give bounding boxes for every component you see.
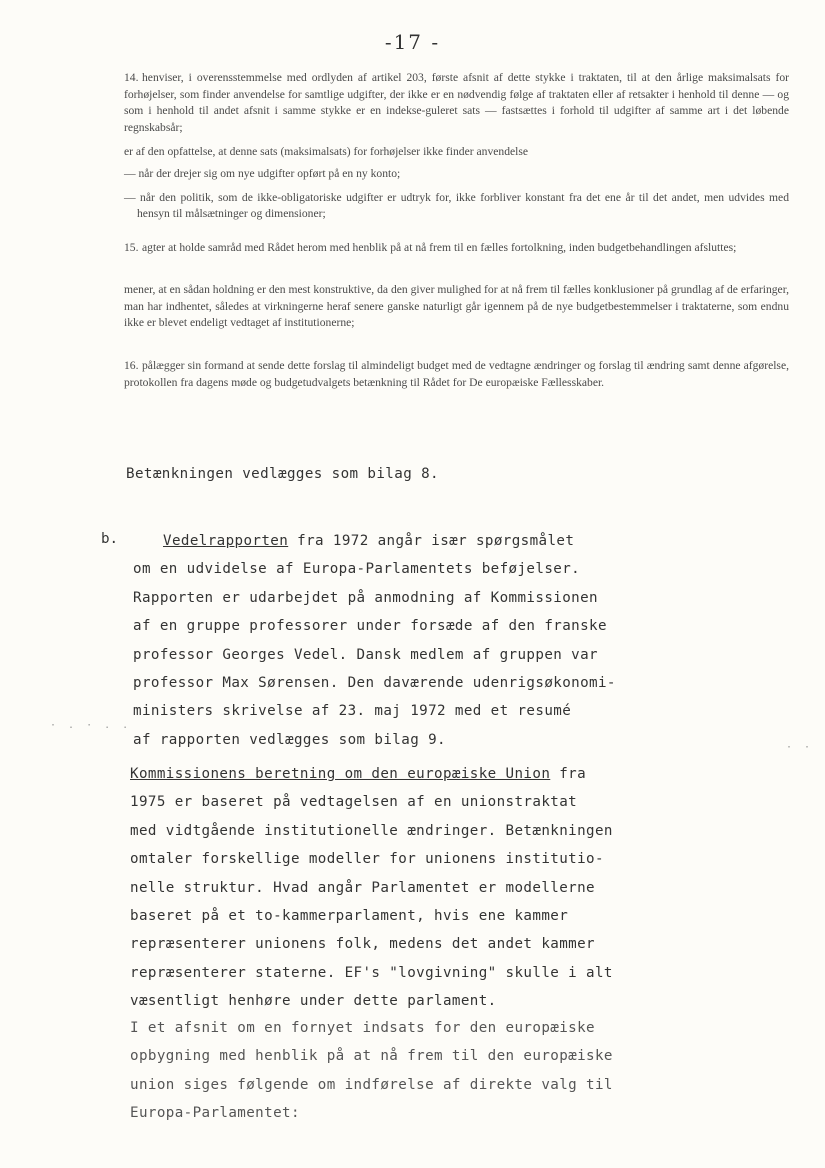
typed-line: opbygning med henblik på at nå frem til den europæiske bbox=[130, 1048, 613, 1065]
paragraph-text: henviser, i overensstemmelse med ordlyden af artikel 203, første afsnit af dette stykke i traktaten, til at den årlige maksimalsats for forhøjelser, som finder anvendelse for samtlige udgifter, der ikke er en nødvendig følge af traktaten eller af retsakter i henhold til denne — og som i henhold til andet afsnit i samme stykke er en indekse-guleret sats — fastsættes i forhold til udgifter af samme art i det løbende regnskabsår; bbox=[124, 71, 789, 134]
resolution-paragraph-15 bbox=[124, 240, 789, 257]
bullet-item: — når der drejer sig om nye udgifter opført på en ny konto; bbox=[124, 167, 401, 180]
resolution-paragraph-15b bbox=[124, 282, 789, 332]
paragraph-text: agter at holde samråd med Rådet herom med henblik på at nå frem til en fælles fortolkning, inden budgetbehandlingen afsluttes; bbox=[142, 241, 737, 254]
typed-line: omtaler forskellige modeller for unionens institutio- bbox=[130, 851, 604, 868]
typed-line: 1975 er baseret på vedtagelsen af en unionstraktat bbox=[130, 794, 578, 811]
typed-line: Europa-Parlamentet: bbox=[130, 1105, 300, 1122]
betaenkning-note: Betænkningen vedlægges som bilag 8. bbox=[126, 466, 439, 482]
section-b-label: b. bbox=[101, 531, 119, 547]
resolution-paragraph-14b bbox=[124, 144, 789, 161]
paragraph-number: 15. bbox=[124, 241, 139, 254]
paragraph-text: pålægger sin formand at sende dette forslag til almindeligt budget med de vedtagne ændringer og forslag til ændring samt denne afgørelse, protokollen fra dagens møde og budgetudvalgets betænkning til Rådet for De europæiske Fællesskaber. bbox=[124, 359, 789, 389]
paragraph-text: mener, at en sådan holdning er den mest konstruktive, da den giver mulighed for at nå frem til fælles konklusioner på grundlag af de erfaringer, man har indhentet, således at virkningerne heraf senere ganske naturligt går igennem på de nye budgetbestemmelser i traktaterne, som endnu ikke er blevet endeligt vedtaget af institutionerne; bbox=[124, 283, 789, 329]
resolution-paragraph-16 bbox=[124, 358, 789, 391]
typed-line: Rapporten er udarbejdet på anmodning af Kommissionen bbox=[133, 589, 598, 606]
page-number: -17 - bbox=[384, 30, 441, 54]
margin-mark: · . · . . bbox=[50, 720, 132, 731]
margin-mark: · · bbox=[786, 742, 814, 753]
typed-line: professor Georges Vedel. Dansk medlem af gruppen var bbox=[133, 646, 598, 663]
typed-line: af en gruppe professorer under forsæde af den franske bbox=[133, 618, 607, 635]
typed-line: fra 1972 angår især spørgsmålet bbox=[288, 533, 575, 549]
resolution-bullet-list bbox=[124, 166, 789, 223]
typed-line: ministers skrivelse af 23. maj 1972 med et resumé bbox=[133, 703, 572, 720]
typed-line: om en udvidelse af Europa-Parlamentets beføjelser. bbox=[133, 561, 581, 578]
bullet-item: — når den politik, som de ikke-obligatoriske udgifter er udtryk for, ikke forbliver konstant fra det ene år til det andet, men udvides med hensyn til målsætninger og dimensioner; bbox=[124, 190, 789, 220]
paragraph-text: er af den opfattelse, at denne sats (maksimalsats) for forhøjelser ikke finder anvendelse bbox=[124, 145, 529, 158]
vedel-report-title: Vedelrapporten bbox=[163, 533, 289, 549]
typed-line: professor Max Sørensen. Den daværende udenrigsøkonomi- bbox=[133, 675, 616, 692]
vedel-paragraph bbox=[133, 527, 616, 754]
kommission-report-title: Kommissionens beretning om den europæiske Union bbox=[130, 766, 551, 782]
paragraph-number: 14. bbox=[124, 71, 139, 84]
typed-line: I et afsnit om en fornyet indsats for den europæiske bbox=[130, 1020, 595, 1036]
typed-line: repræsenterer staterne. EF's "lovgivning" skulle i alt bbox=[130, 964, 613, 981]
typed-line: nelle struktur. Hvad angår Parlamentet er modellerne bbox=[130, 879, 595, 896]
typed-line: repræsenterer unionens folk, medens det andet kammer bbox=[130, 936, 595, 953]
typed-line: af rapporten vedlægges som bilag 9. bbox=[133, 731, 446, 748]
kommission-paragraph bbox=[130, 760, 613, 1016]
typed-line: med vidtgående institutionelle ændringer. Betænkningen bbox=[130, 822, 613, 839]
last-paragraph bbox=[130, 1014, 613, 1128]
typed-line: union siges følgende om indførelse af direkte valg til bbox=[130, 1076, 613, 1093]
typed-line: fra bbox=[550, 766, 587, 782]
resolution-paragraph-14 bbox=[124, 70, 789, 136]
typed-line: væsentligt henhøre under dette parlament. bbox=[130, 993, 497, 1010]
paragraph-number: 16. bbox=[124, 359, 139, 372]
typed-line: baseret på et to-kammerparlament, hvis ene kammer bbox=[130, 908, 569, 925]
